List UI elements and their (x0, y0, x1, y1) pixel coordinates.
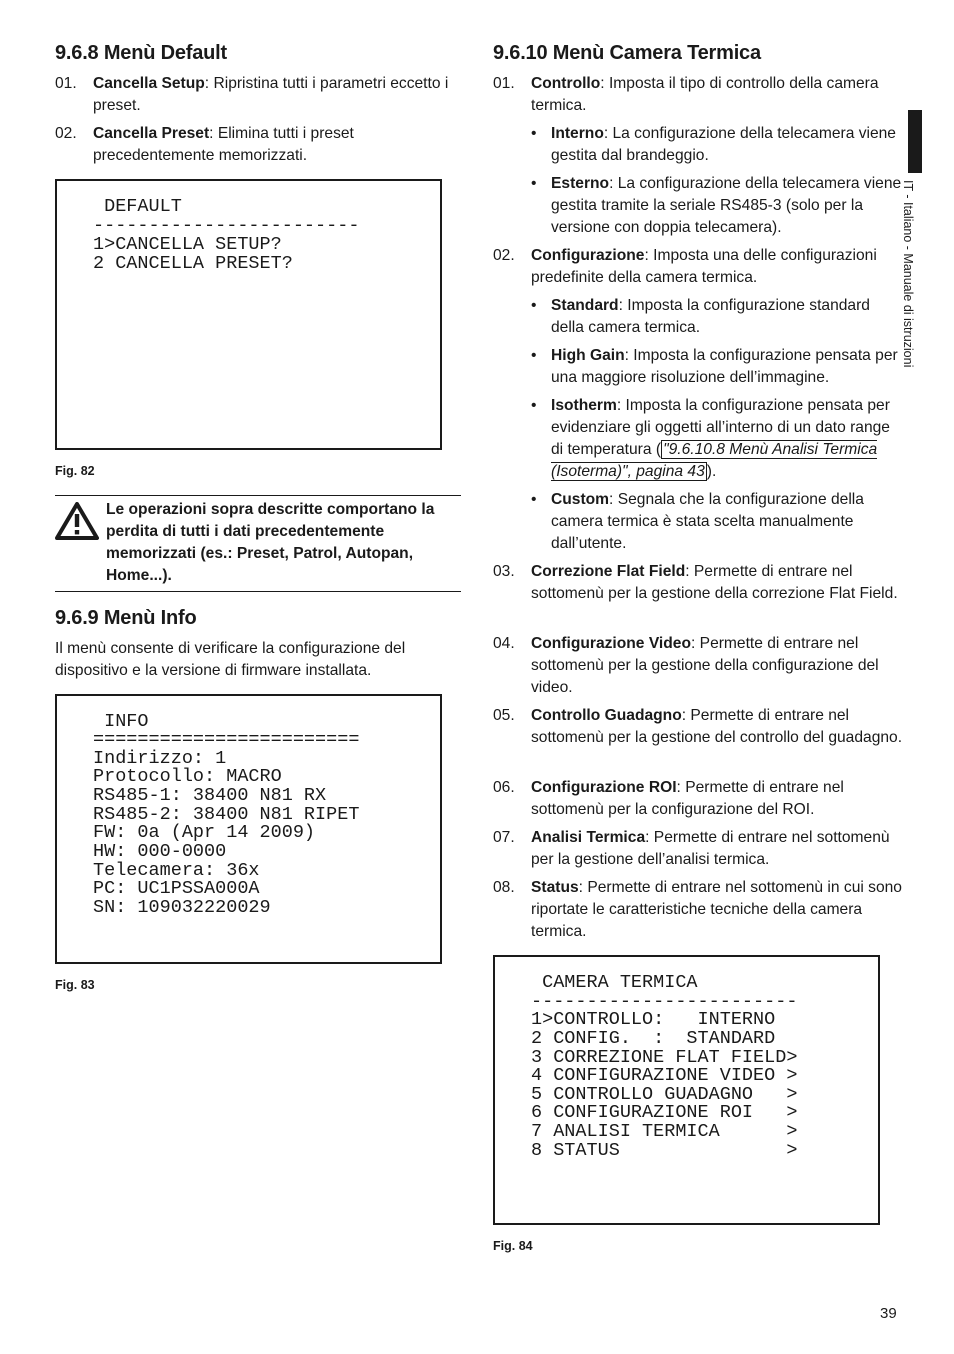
bullet-desc: : Imposta la configurazione pensata per evidenziare gli oggetti all’interno di un dato range di temperatura ( (551, 397, 890, 458)
list-item (55, 73, 461, 117)
bullet-item (531, 173, 903, 239)
screen-line: 2 CANCELLA PRESET? (93, 253, 293, 274)
bullet-item (531, 123, 903, 167)
bullet-desc: : La configurazione della telecamera viene gestita dal brandeggio. (551, 125, 896, 164)
screen-line: ------------------------ (531, 991, 798, 1012)
bullet-desc: : Segnala che la configurazione della camera termica è stata scelta manualmente dall’utente. (551, 491, 864, 552)
item-term: Status (531, 879, 579, 896)
figure-caption: Fig. 84 (493, 1239, 533, 1253)
item-number: 08. (493, 879, 515, 896)
screen-line: DEFAULT (93, 196, 182, 217)
item-desc: : Imposta una delle configurazioni predefinite della camera termica. (531, 247, 877, 286)
screen-line: 2 CONFIG. : STANDARD (531, 1028, 776, 1049)
figure-caption: Fig. 82 (55, 464, 95, 478)
item-term: Configurazione ROI (531, 779, 677, 796)
side-label: IT - Italiano - Manuale di istruzioni (901, 180, 915, 368)
bullet-desc: : Imposta la configurazione standard della camera termica. (551, 297, 870, 336)
item-desc: : Permette di entrare nel sottomenù in cui sono riportate le caratteristiche tecniche della camera termica. (531, 879, 902, 940)
item-term: Cancella Setup (93, 75, 205, 92)
screen-line: Indirizzo: 1 (93, 748, 227, 769)
bullet-icon: • (531, 397, 537, 414)
item-number: 05. (493, 707, 515, 724)
screen-line: INFO (93, 711, 149, 732)
bullet-icon: • (531, 347, 537, 364)
item-term: Controllo (531, 75, 601, 92)
screen-line: 4 CONFIGURAZIONE VIDEO > (531, 1065, 798, 1086)
item-desc: : Elimina tutti i preset precedentemente memorizzati. (93, 125, 354, 164)
page-number: 39 (880, 1305, 897, 1322)
item-desc: : Permette di entrare nel sottomenù per la gestione del controllo del guadagno. (531, 707, 903, 746)
bullet-item (531, 395, 903, 483)
bullet-desc: ). (706, 463, 717, 480)
warning-box (55, 495, 461, 592)
figure-caption: Fig. 83 (55, 978, 95, 992)
item-term: Configurazione Video (531, 635, 691, 652)
list-item (493, 73, 903, 117)
item-number: 03. (493, 563, 515, 580)
item-number: 02. (55, 125, 77, 142)
camera-termica-menu-screen (493, 955, 880, 1225)
screen-line: HW: 000-0000 (93, 841, 227, 862)
bullet-term: Interno (551, 125, 604, 142)
item-number: 01. (493, 75, 515, 92)
item-number: 07. (493, 829, 515, 846)
bullet-term: Isotherm (551, 397, 617, 414)
item-desc: : Permette di entrare nel sottomenù per la gestione della correzione Flat Field. (531, 563, 898, 602)
item-number: 01. (55, 75, 77, 92)
default-menu-screen (55, 179, 442, 450)
screen-line: 1>CANCELLA SETUP? (93, 234, 282, 255)
info-menu-screen (55, 694, 442, 964)
info-description: Il menù consente di verificare la configurazione del dispositivo e la versione di firmware installata. (55, 640, 406, 679)
screen-line: SN: 109032220029 (93, 897, 271, 918)
item-term: Correzione Flat Field (531, 563, 686, 580)
heading-menu-camera-termica: 9.6.10 Menù Camera Termica (493, 42, 761, 64)
screen-line: 8 STATUS > (531, 1140, 798, 1161)
item-number: 04. (493, 635, 515, 652)
heading-menu-info: 9.6.9 Menù Info (55, 607, 197, 629)
item-desc: : Permette di entrare nel sottomenù per la gestione della configurazione del video. (531, 635, 879, 696)
bullet-term: Standard (551, 297, 619, 314)
list-item (493, 245, 903, 289)
item-desc: : Ripristina tutti i parametri eccetto i preset. (93, 75, 449, 114)
screen-line: ------------------------ (93, 215, 360, 236)
bullet-item (531, 345, 903, 389)
item-desc: : Imposta il tipo di controllo della camera termica. (531, 75, 879, 114)
list-item (493, 877, 903, 943)
screen-line: Protocollo: MACRO (93, 766, 282, 787)
screen-line: RS485-2: 38400 N81 RIPET (93, 804, 360, 825)
list-item (493, 633, 903, 699)
screen-line: ======================== (93, 729, 360, 750)
item-term: Controllo Guadagno (531, 707, 682, 724)
screen-line: CAMERA TERMICA (531, 972, 698, 993)
warning-triangle-icon (55, 502, 99, 540)
screen-line: Telecamera: 36x (93, 860, 260, 881)
cross-reference-link[interactable]: "9.6.10.8 Menù Analisi Termica (Isoterma)", pagina 43 (551, 441, 878, 480)
bullet-icon: • (531, 125, 537, 142)
list-item (55, 123, 461, 167)
list-item (493, 777, 903, 821)
screen-line: 3 CORREZIONE FLAT FIELD> (531, 1047, 798, 1068)
item-number: 06. (493, 779, 515, 796)
list-item (493, 705, 903, 749)
bullet-item (531, 295, 903, 339)
item-term: Configurazione (531, 247, 645, 264)
warning-text: Le operazioni sopra descritte comportano la perdita di tutti i dati precedentemente memorizzati (es.: Preset, Patrol, Autopan, Home...). (106, 501, 435, 584)
language-side-tab (908, 110, 922, 173)
bullet-term: High Gain (551, 347, 625, 364)
item-number: 02. (493, 247, 515, 264)
item-term: Cancella Preset (93, 125, 210, 142)
screen-line: 7 ANALISI TERMICA > (531, 1121, 798, 1142)
item-term: Analisi Termica (531, 829, 646, 846)
bullet-desc: : La configurazione della telecamera viene gestita tramite la seriale RS485-3 (solo per la versione con doppia telecamera). (551, 175, 902, 236)
list-item (493, 561, 903, 605)
item-desc: : Permette di entrare nel sottomenù per la configurazione del ROI. (531, 779, 844, 818)
screen-line: 1>CONTROLLO: INTERNO (531, 1009, 776, 1030)
bullet-icon: • (531, 175, 537, 192)
screen-line: FW: 0a (Apr 14 2009) (93, 822, 316, 843)
screen-line: PC: UC1PSSA000A (93, 878, 260, 899)
screen-line: 6 CONFIGURAZIONE ROI > (531, 1102, 798, 1123)
bullet-icon: • (531, 491, 537, 508)
bullet-term: Esterno (551, 175, 610, 192)
bullet-desc: : Imposta la configurazione pensata per una maggiore risoluzione dell’immagine. (551, 347, 898, 386)
bullet-icon: • (531, 297, 537, 314)
heading-menu-default: 9.6.8 Menù Default (55, 42, 227, 64)
screen-line: RS485-1: 38400 N81 RX (93, 785, 327, 806)
bullet-term: Custom (551, 491, 610, 508)
list-item (493, 827, 903, 871)
item-desc: : Permette di entrare nel sottomenù per la gestione dell’analisi termica. (531, 829, 890, 868)
screen-line: 5 CONTROLLO GUADAGNO > (531, 1084, 798, 1105)
bullet-item (531, 489, 903, 555)
